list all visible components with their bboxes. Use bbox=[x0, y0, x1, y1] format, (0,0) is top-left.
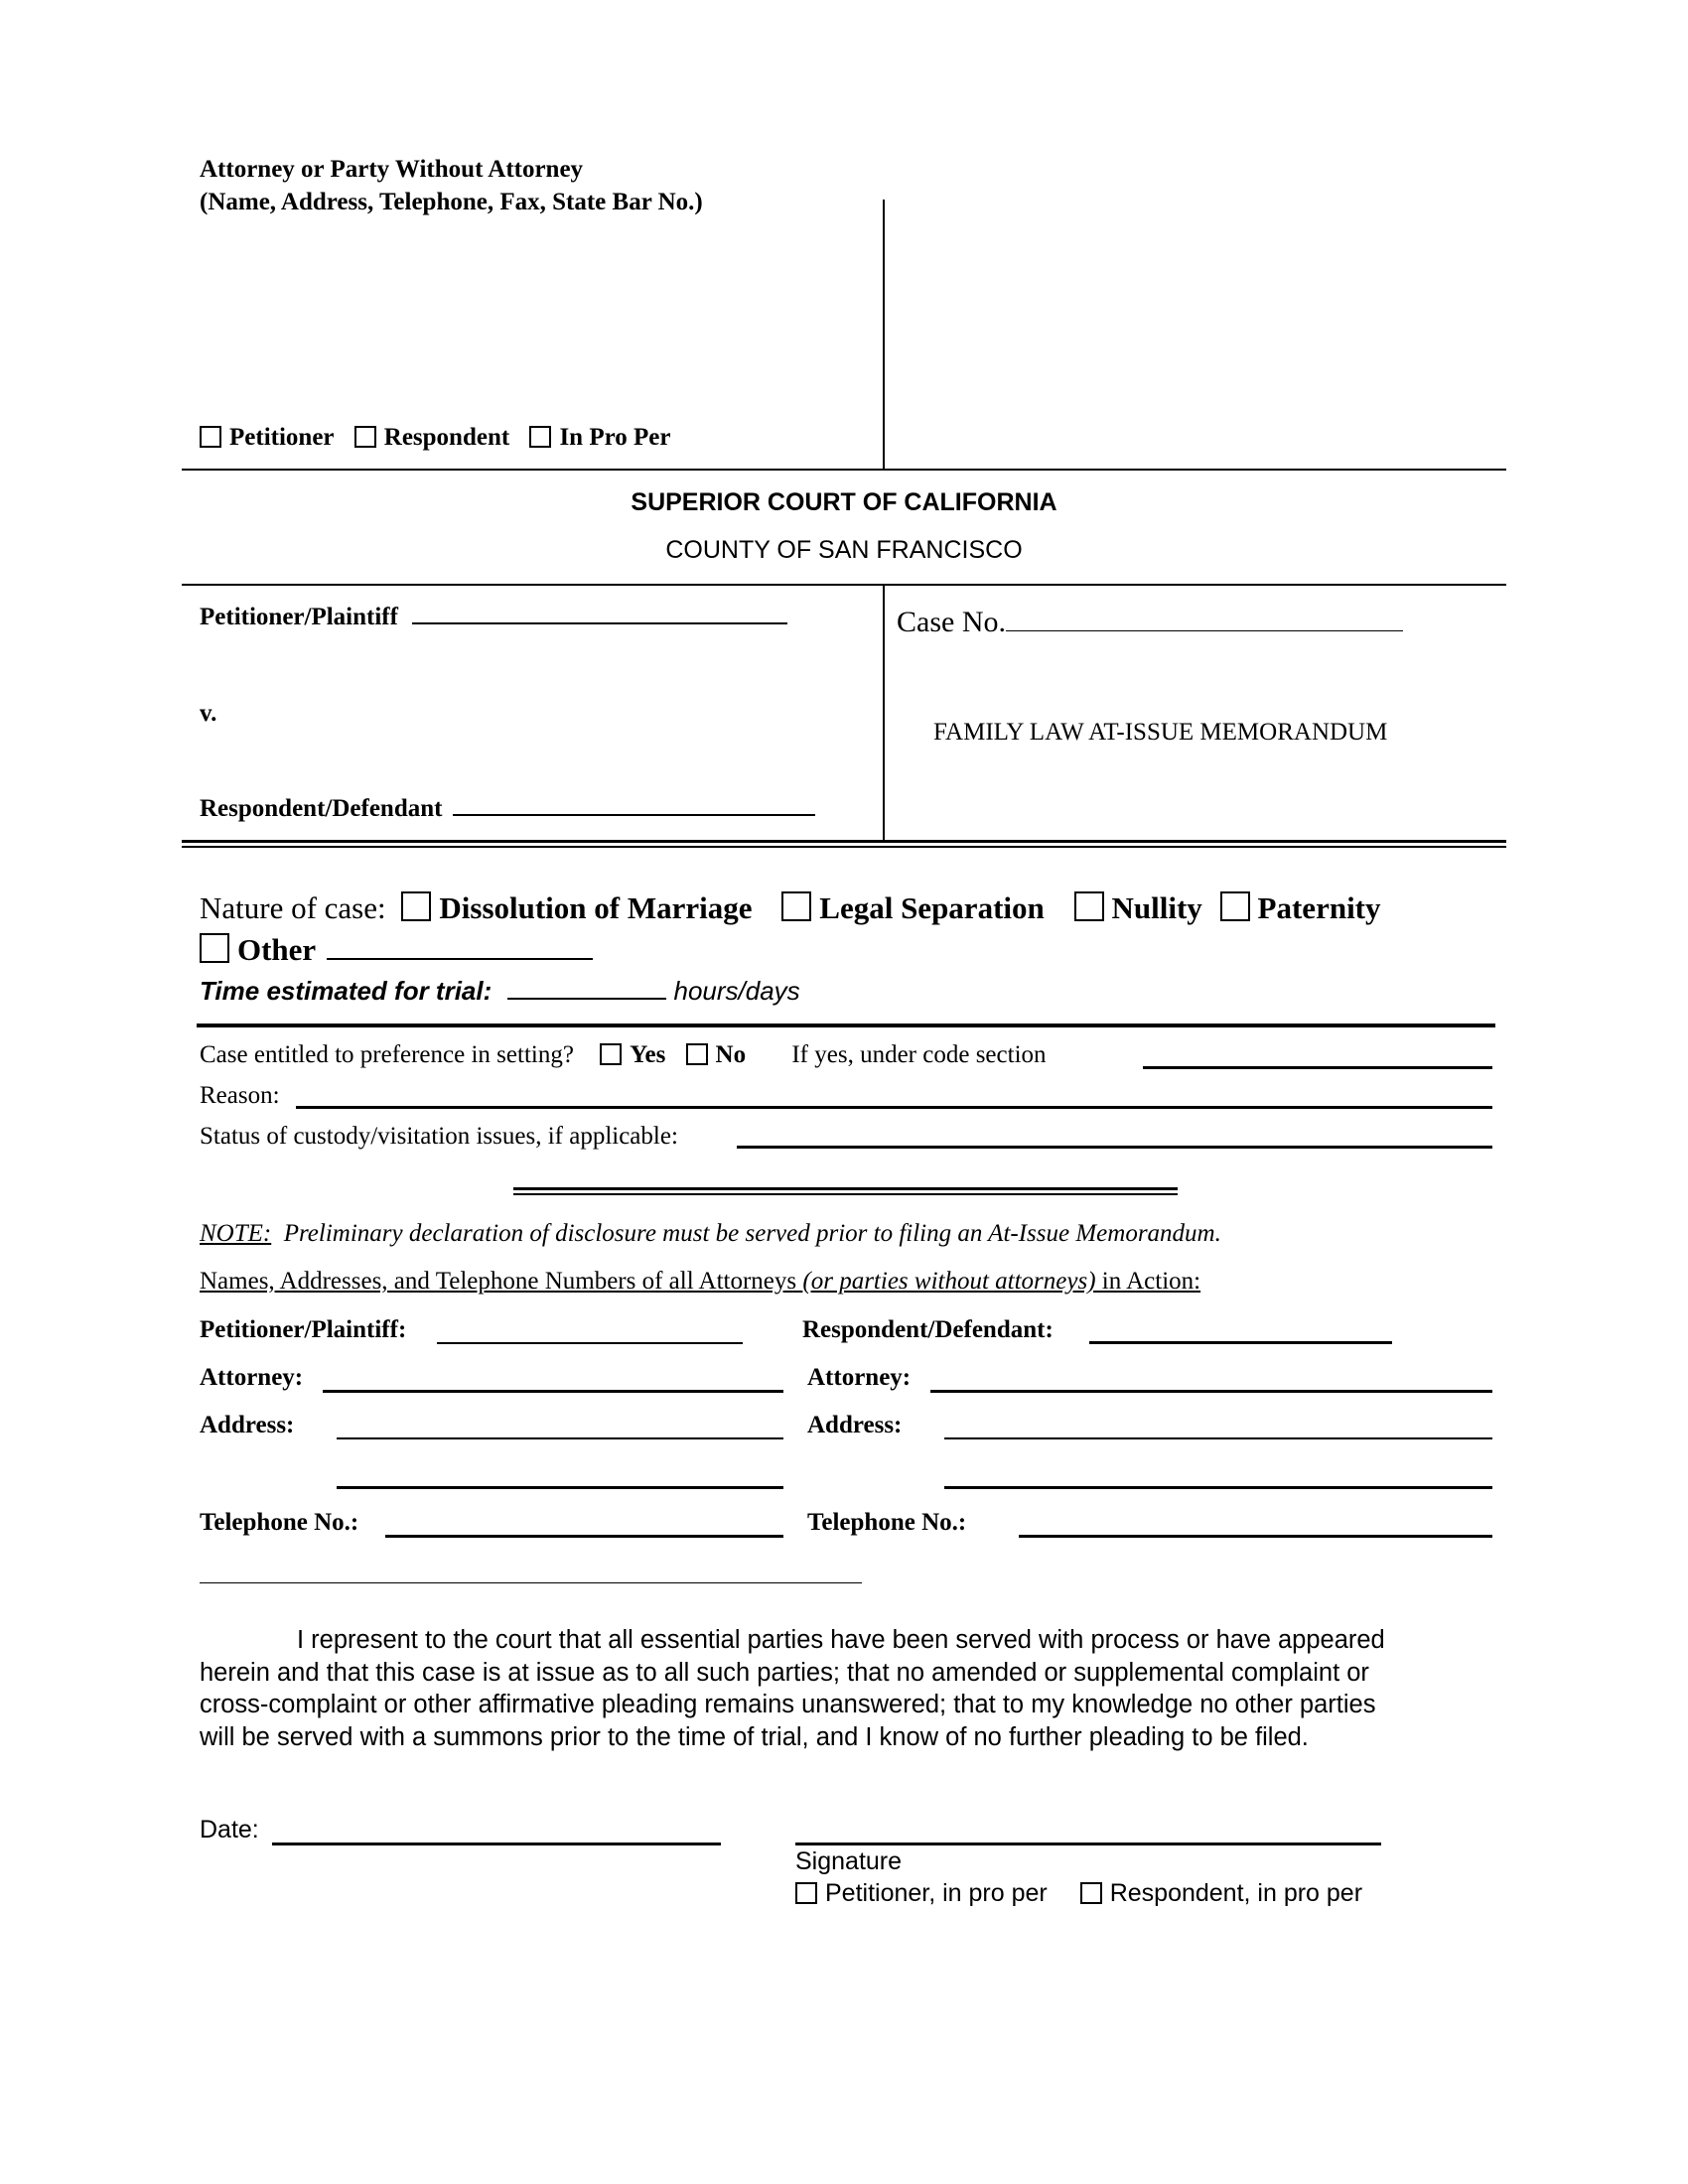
petitioner-input[interactable] bbox=[412, 603, 787, 624]
declaration-line: will be served with a summons prior to the time of trial, and I know of no further pleading to be filed. bbox=[200, 1722, 1309, 1751]
checkbox-icon[interactable] bbox=[1074, 891, 1104, 921]
court-name: SUPERIOR COURT OF CALIFORNIA bbox=[631, 488, 1057, 516]
checkbox-label: Legal Separation bbox=[819, 890, 1045, 925]
checkbox-paternity[interactable] bbox=[1220, 890, 1381, 926]
double-divider-top bbox=[513, 1187, 1178, 1190]
right-party-label: Respondent/Defendant: bbox=[802, 1316, 1054, 1343]
preference-question: Case entitled to preference in setting? bbox=[200, 1041, 574, 1068]
checkbox-icon[interactable] bbox=[1220, 891, 1250, 921]
checkbox-other[interactable] bbox=[200, 932, 593, 968]
attorneys-heading bbox=[200, 1267, 1200, 1296]
checkbox-label: Dissolution of Marriage bbox=[439, 890, 753, 925]
checkbox-no[interactable] bbox=[686, 1040, 747, 1069]
checkbox-respondent-pro-per[interactable] bbox=[1080, 1879, 1362, 1908]
code-section-input[interactable] bbox=[1143, 1066, 1492, 1069]
left-telephone-input[interactable] bbox=[385, 1535, 783, 1538]
nature-of-case-row bbox=[200, 890, 1395, 926]
checkbox-petitioner[interactable] bbox=[200, 423, 335, 452]
checkbox-label: Petitioner, in pro per bbox=[825, 1879, 1048, 1907]
checkbox-label: No bbox=[715, 1041, 747, 1068]
right-address-input-1[interactable] bbox=[944, 1437, 1492, 1439]
heading-text: Names, Addresses, and Telephone Numbers of all Attorneys bbox=[200, 1268, 803, 1295]
left-address-input-2[interactable] bbox=[337, 1486, 783, 1489]
attorney-heading-details: (Name, Address, Telephone, Fax, State Bar No.) bbox=[200, 189, 703, 215]
double-divider-top bbox=[182, 840, 1506, 843]
signature-label: Signature bbox=[795, 1847, 903, 1875]
double-divider-bottom bbox=[513, 1193, 1178, 1195]
header-divider bbox=[883, 200, 885, 470]
declaration-line: cross-complaint or other affirmative pleading remains unanswered; that to my knowledge no other parties bbox=[200, 1691, 1376, 1718]
checkbox-icon[interactable] bbox=[686, 1043, 708, 1065]
right-address-input-2[interactable] bbox=[944, 1486, 1492, 1489]
divider bbox=[182, 584, 1506, 586]
left-address-label: Address: bbox=[200, 1412, 295, 1438]
checkbox-label: Petitioner bbox=[229, 424, 335, 451]
signature-options bbox=[795, 1879, 1376, 1908]
checkbox-label: Nullity bbox=[1111, 890, 1202, 925]
code-section-label: If yes, under code section bbox=[791, 1041, 1047, 1068]
checkbox-dissolution[interactable] bbox=[401, 890, 752, 926]
versus: v. bbox=[200, 700, 217, 727]
signature-input[interactable] bbox=[795, 1843, 1381, 1845]
checkbox-petitioner-pro-per[interactable] bbox=[795, 1879, 1048, 1908]
checkbox-icon[interactable] bbox=[200, 426, 221, 448]
respondent-defendant-field bbox=[200, 794, 815, 823]
checkbox-respondent[interactable] bbox=[354, 423, 509, 452]
note-label: NOTE: bbox=[200, 1220, 272, 1247]
divider bbox=[182, 469, 1506, 471]
respondent-input[interactable] bbox=[453, 794, 815, 816]
right-telephone-input[interactable] bbox=[1019, 1535, 1492, 1538]
checkbox-icon[interactable] bbox=[795, 1882, 817, 1904]
case-no-label: Case No. bbox=[897, 606, 1006, 638]
checkbox-label: Respondent, in pro per bbox=[1109, 1879, 1363, 1907]
right-address-label: Address: bbox=[807, 1412, 903, 1438]
right-telephone-label: Telephone No.: bbox=[807, 1509, 967, 1536]
custody-label: Status of custody/visitation issues, if applicable: bbox=[200, 1123, 678, 1150]
left-telephone-label: Telephone No.: bbox=[200, 1509, 359, 1536]
checkbox-icon[interactable] bbox=[200, 933, 229, 963]
checkbox-icon[interactable] bbox=[781, 891, 811, 921]
attorney-heading: Attorney or Party Without Attorney bbox=[200, 156, 584, 183]
checkbox-label: Respondent bbox=[383, 424, 510, 451]
checkbox-in-pro-per[interactable] bbox=[529, 423, 670, 452]
checkbox-nullity[interactable] bbox=[1074, 890, 1202, 926]
left-attorney-input[interactable] bbox=[323, 1390, 783, 1393]
checkbox-label: Paternity bbox=[1257, 890, 1381, 925]
trial-time-row bbox=[200, 977, 800, 1006]
checkbox-label: Yes bbox=[630, 1041, 666, 1068]
other-input[interactable] bbox=[327, 938, 593, 960]
caption-divider bbox=[883, 585, 885, 841]
note bbox=[200, 1219, 1221, 1248]
form-title: FAMILY LAW AT-ISSUE MEMORANDUM bbox=[933, 719, 1388, 746]
preference-row bbox=[200, 1040, 1047, 1069]
checkbox-legal-separation[interactable] bbox=[781, 890, 1044, 926]
declaration-line: herein and that this case is at issue as to all such parties; that no amended or supplemental complaint or bbox=[200, 1658, 1369, 1687]
petitioner-plaintiff-field bbox=[200, 603, 787, 631]
thick-divider bbox=[197, 1024, 1495, 1027]
case-number-input[interactable] bbox=[1006, 611, 1403, 631]
nature-label: Nature of case: bbox=[200, 890, 386, 925]
date-label: Date: bbox=[200, 1816, 259, 1843]
reason-input[interactable] bbox=[296, 1106, 1492, 1109]
declaration-paragraph bbox=[200, 1624, 1385, 1753]
court-county: COUNTY OF SAN FRANCISCO bbox=[665, 536, 1023, 564]
checkbox-icon[interactable] bbox=[1080, 1882, 1102, 1904]
checkbox-yes[interactable] bbox=[600, 1040, 665, 1069]
reason-label: Reason: bbox=[200, 1082, 280, 1109]
party-checkbox-row bbox=[200, 423, 684, 452]
heading-text: in Action: bbox=[1095, 1268, 1201, 1295]
double-divider-bottom bbox=[182, 846, 1506, 848]
checkbox-label: Other bbox=[237, 932, 316, 967]
left-party-label: Petitioner/Plaintiff: bbox=[200, 1316, 407, 1343]
heading-italic: (or parties without attorneys) bbox=[802, 1268, 1096, 1295]
checkbox-icon[interactable] bbox=[401, 891, 431, 921]
note-text: Preliminary declaration of disclosure must be served prior to filing an At-Issue Memorandum. bbox=[283, 1220, 1221, 1247]
checkbox-icon[interactable] bbox=[529, 426, 551, 448]
petitioner-label: Petitioner/Plaintiff bbox=[200, 604, 398, 630]
left-address-input-1[interactable] bbox=[337, 1437, 783, 1439]
right-attorney-input[interactable] bbox=[930, 1390, 1492, 1393]
trial-time-unit: hours/days bbox=[673, 976, 800, 1006]
respondent-label: Respondent/Defendant bbox=[200, 795, 443, 822]
checkbox-label: In Pro Per bbox=[559, 424, 671, 451]
declaration-line: I represent to the court that all essential parties have been served with process or have appeared bbox=[297, 1626, 1385, 1654]
right-party-input[interactable] bbox=[1089, 1341, 1392, 1344]
checkbox-icon[interactable] bbox=[354, 426, 376, 448]
trial-time-label: Time estimated for trial: bbox=[200, 976, 492, 1006]
right-attorney-label: Attorney: bbox=[807, 1364, 912, 1391]
date-input[interactable] bbox=[272, 1843, 721, 1845]
trial-time-input[interactable] bbox=[507, 978, 666, 1000]
left-attorney-label: Attorney: bbox=[200, 1364, 304, 1391]
checkbox-icon[interactable] bbox=[600, 1043, 622, 1065]
custody-input[interactable] bbox=[737, 1146, 1492, 1149]
case-number-field bbox=[897, 606, 1403, 639]
divider bbox=[200, 1582, 862, 1583]
left-party-input[interactable] bbox=[437, 1342, 743, 1344]
